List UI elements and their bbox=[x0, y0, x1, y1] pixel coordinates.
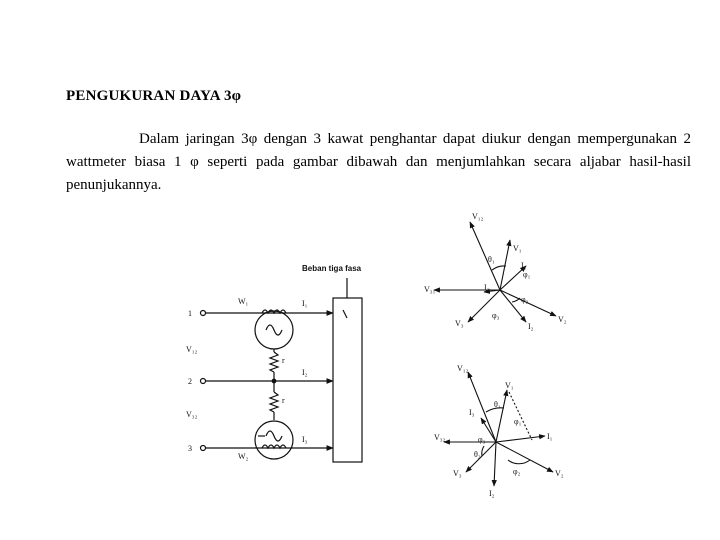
bottom-i2-label: I₂ bbox=[489, 489, 495, 498]
r2-label: r bbox=[282, 396, 285, 405]
bottom-v32-label: V₃₂ bbox=[434, 433, 446, 442]
top-v3-label: V₃ bbox=[455, 319, 464, 328]
i2-label: I₂ bbox=[302, 368, 308, 377]
bottom-v1-label: V₁ bbox=[505, 381, 514, 390]
top-v1-label: V₁ bbox=[513, 244, 522, 253]
wattmeter-w2 bbox=[255, 421, 293, 459]
r1-label: r bbox=[282, 356, 285, 365]
top-i3-label: I₃ bbox=[484, 283, 490, 292]
bottom-i3-label: I₃ bbox=[469, 408, 475, 417]
terminal-2 bbox=[201, 379, 206, 384]
v32-label: V₃₂ bbox=[186, 410, 198, 419]
bottom-v3-label: V₃ bbox=[453, 469, 462, 478]
load-box bbox=[333, 298, 362, 462]
page-title: PENGUKURAN DAYA 3φ bbox=[66, 88, 242, 104]
w1-label: W₁ bbox=[238, 297, 249, 306]
load-label: Beban tiga fasa bbox=[302, 264, 362, 273]
top-phi1-label: φ₁ bbox=[523, 270, 531, 279]
top-i2-label: I₂ bbox=[528, 322, 534, 331]
top-theta1-label: θ₁ bbox=[488, 255, 495, 264]
top-v12-label: V₁₂ bbox=[472, 212, 484, 221]
bottom-phi3-label: φ₃ bbox=[478, 435, 486, 444]
top-phi3-label: φ₃ bbox=[492, 311, 500, 320]
terminal-3 bbox=[201, 446, 206, 451]
terminal-3-label: 3 bbox=[188, 444, 192, 453]
i3-label: I₃ bbox=[302, 435, 308, 444]
v12-label: V₁₂ bbox=[186, 345, 198, 354]
resistor-r2 bbox=[270, 392, 278, 412]
top-phi2-label: φ₂ bbox=[521, 295, 529, 304]
bottom-i1-label: I₁ bbox=[547, 432, 553, 441]
i1-label: I₁ bbox=[302, 299, 308, 308]
resistor-r1 bbox=[270, 352, 278, 372]
top-v31-label: V₃₁ bbox=[424, 285, 436, 294]
terminal-1-label: 1 bbox=[188, 309, 192, 318]
circuit-diagram bbox=[201, 278, 363, 462]
bottom-phi2-label: φ₂ bbox=[513, 467, 521, 476]
bottom-phi1-label: φ₁ bbox=[514, 417, 522, 426]
bottom-v12-label: V₁₂ bbox=[457, 364, 469, 373]
terminal-2-label: 2 bbox=[188, 377, 192, 386]
bottom-v2-label: V₂ bbox=[555, 469, 564, 478]
phasor-diagram-top bbox=[434, 222, 556, 322]
bottom-theta1-label: θ₁ bbox=[494, 400, 501, 409]
top-i1-label: I₁ bbox=[521, 261, 527, 270]
top-v2-label: V₂ bbox=[558, 315, 567, 324]
w2-label: W₂ bbox=[238, 452, 249, 461]
terminal-1 bbox=[201, 311, 206, 316]
body-paragraph: Dalam jaringan 3φ dengan 3 kawat penghantar dapat diukur dengan mempergunakan 2 wattmeter biasa 1 φ seperti pada gambar dibawah dan menjumlahkan secara aljabar hasil-hasil penunjukannya. bbox=[66, 131, 691, 193]
bottom-theta2-label: θ₂ bbox=[474, 450, 481, 459]
